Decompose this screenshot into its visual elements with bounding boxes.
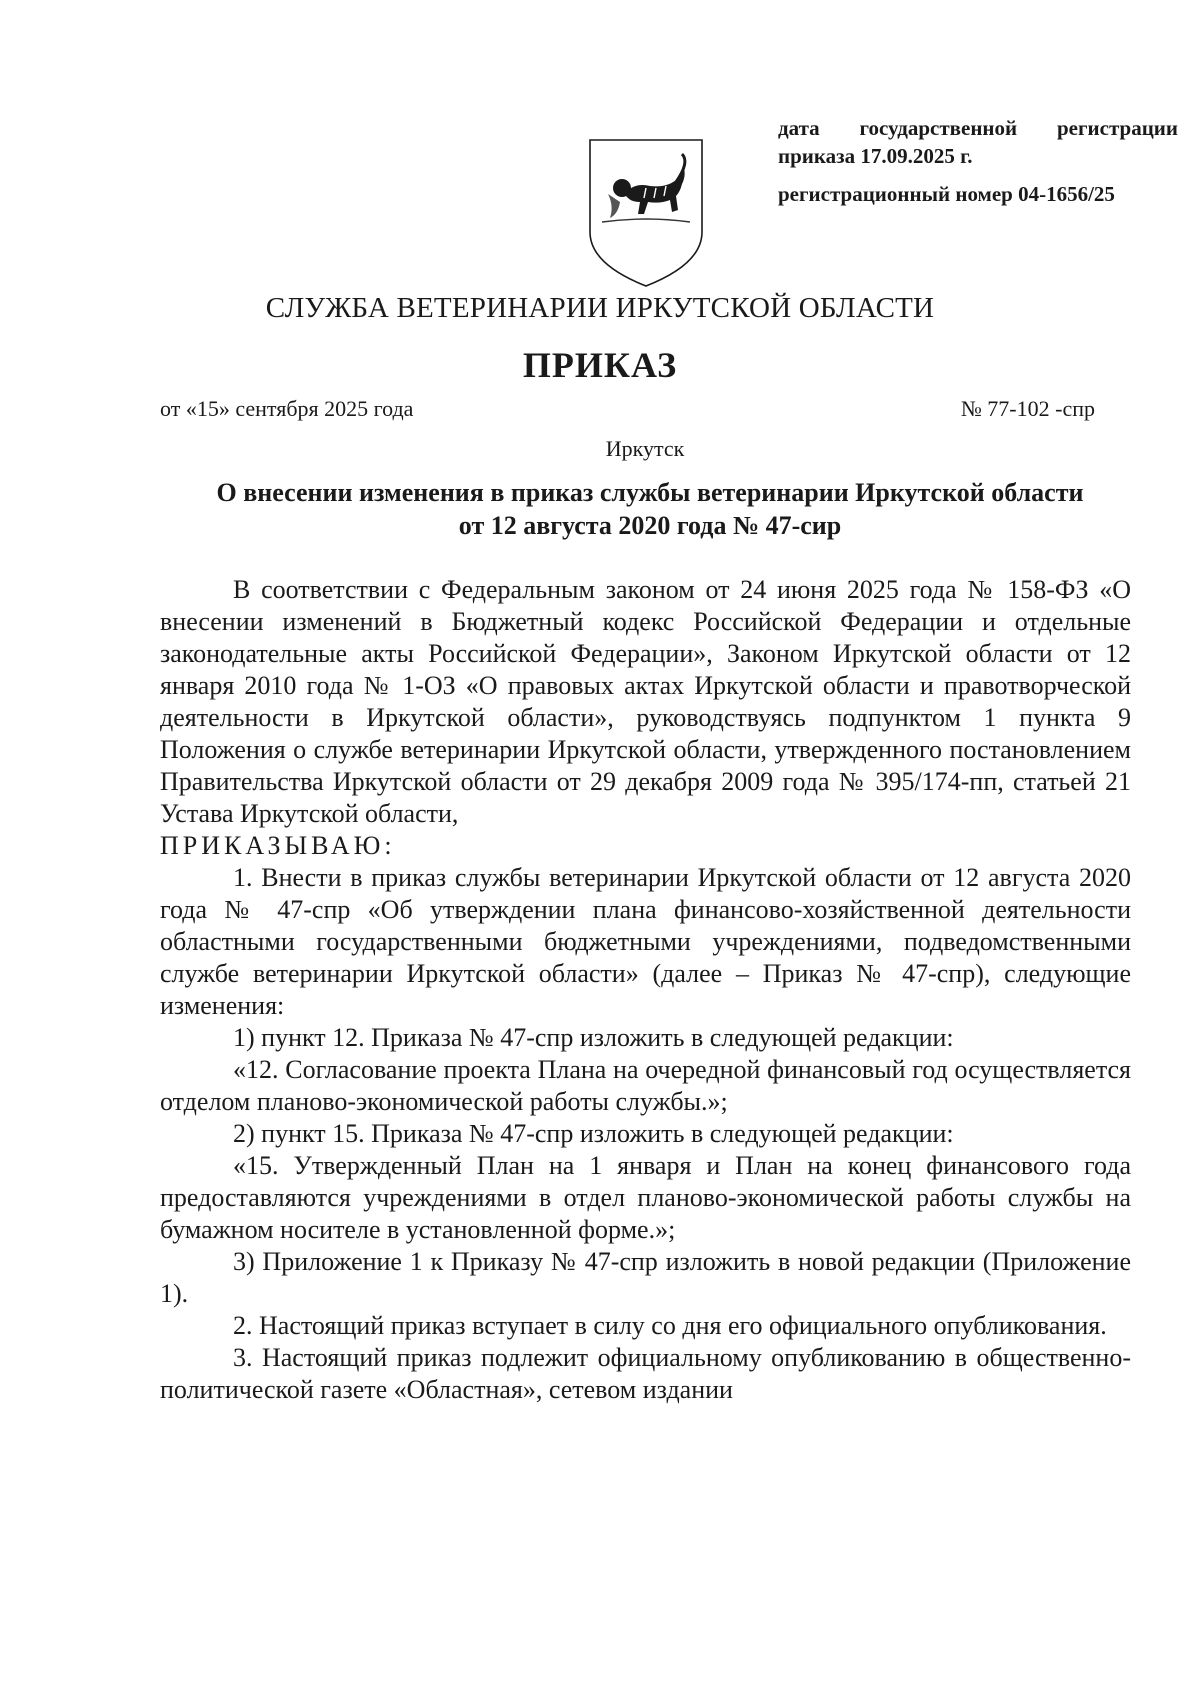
paragraph-1-item-2-text: «15. Утвержденный План на 1 января и План на конец финансового года предоставляются учреждениями в отдел планово-экономической работы службы на бумажном носителе в установленной форме.»; bbox=[160, 1151, 1131, 1244]
paragraph-1-item-1: 1) пункт 12. Приказа № 47-спр изложить в следующей редакции: bbox=[233, 1023, 954, 1052]
order-date: от «15» сентября 2025 года bbox=[160, 396, 414, 421]
paragraph-1-item-1-text: «12. Согласование проекта Плана на очередной финансовый год осуществляется отделом планово-экономической работы службы.»; bbox=[160, 1055, 1131, 1116]
document-type-title: ПРИКАЗ bbox=[522, 345, 678, 385]
paragraph-2: 2. Настоящий приказ вступает в силу со дня его официального опубликования. bbox=[233, 1311, 1107, 1340]
subject-line-2: от 12 августа 2020 года № 47-сир bbox=[458, 511, 842, 540]
subject-line-1: О внесении изменения в приказ службы ветеринарии Иркутской области bbox=[216, 478, 1084, 507]
registration-line-2: приказа 17.09.2025 г. bbox=[778, 144, 973, 168]
registration-line-3: регистрационный номер 04-1656/25 bbox=[778, 182, 1115, 206]
order-number: № 77-102 -спр bbox=[960, 396, 1095, 421]
paragraph-1-item-2: 2) пункт 15. Приказа № 47-спр изложить в следующей редакции: bbox=[233, 1119, 954, 1148]
registration-line-1: дата государственной регистрации bbox=[778, 116, 1178, 140]
order-word: ПРИКАЗЫВАЮ: bbox=[160, 831, 396, 860]
paragraph-1: 1. Внести в приказ службы ветеринарии Иркутской области от 12 августа 2020 года № 47-спр «Об утверждении плана финансово-хозяйственной деятельности областными государственными бюджетными учреждениями, подведомственными службе ветеринарии Иркутской области» (далее – Приказ № 47-спр), следующие изменения: bbox=[160, 863, 1131, 1020]
paragraph-3: 3. Настоящий приказ подлежит официальному опубликованию в общественно-политической газете «Областная», сетевом издании bbox=[160, 1343, 1131, 1404]
city-name: Иркутск bbox=[605, 436, 685, 461]
paragraph-1-item-3: 3) Приложение 1 к Приказу № 47-спр изложить в новой редакции (Приложение 1). bbox=[160, 1247, 1131, 1308]
irkutsk-coat-of-arms-icon bbox=[586, 136, 706, 290]
preamble-paragraph: В соответствии с Федеральным законом от 24 июня 2025 года № 158-ФЗ «О внесении изменений в Бюджетный кодекс Российской Федерации и отдельные законодательные акты Российской Федерации», Законом Иркутской области от 12 января 2010 года № 1-ОЗ «О правовых актах Иркутской области и правотворческой деятельности в Иркутской области», руководствуясь подпунктом 1 пункта 9 Положения о службе ветеринарии Иркутской области, утвержденного постановлением Правительства Иркутской области от 29 декабря 2009 года № 395/174-пп, статьей 21 Устава Иркутской области, bbox=[160, 575, 1131, 828]
order-subject bbox=[120, 476, 1180, 542]
order-body bbox=[160, 574, 1131, 1406]
agency-name: СЛУЖБА ВЕТЕРИНАРИИ ИРКУТСКОЙ ОБЛАСТИ bbox=[265, 292, 935, 324]
registration-stamp bbox=[778, 114, 1178, 208]
